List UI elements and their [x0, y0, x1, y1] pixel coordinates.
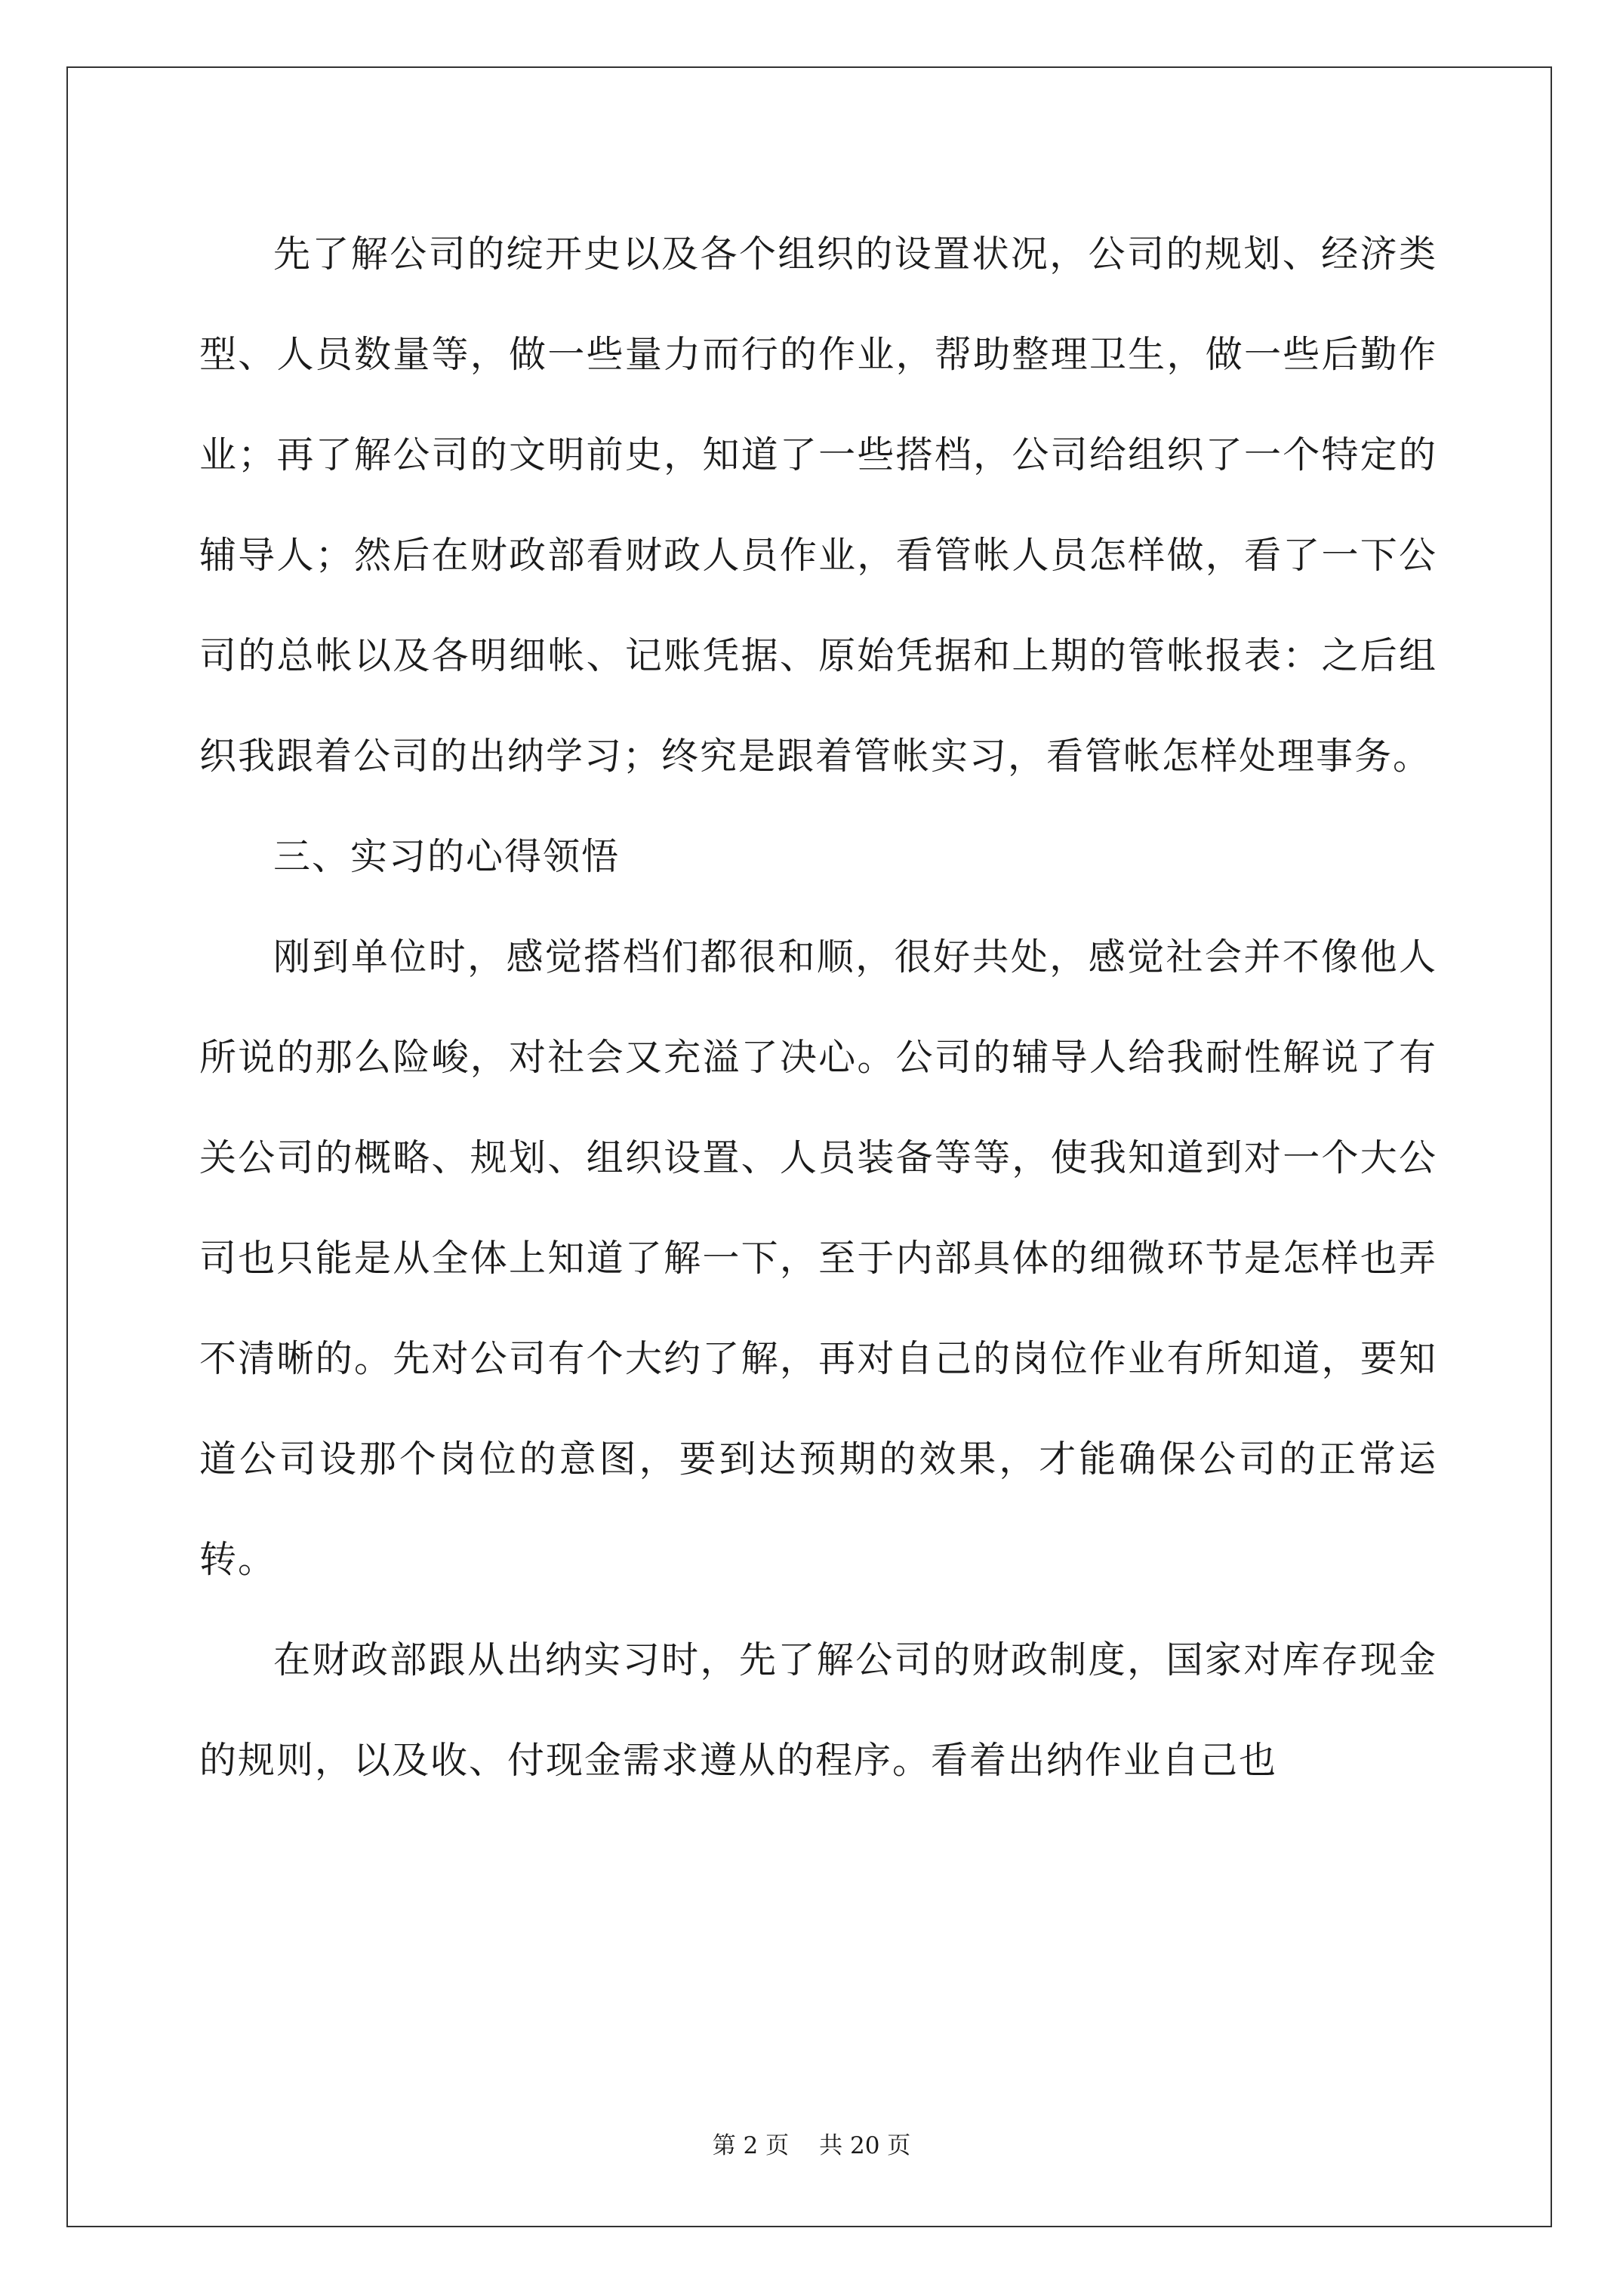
paragraph-body: 在财政部跟从出纳实习时，先了解公司的财政制度，国家对库存现金的规则，以及收、付现金需求遵从的程序。看着出纳作业自己也 [199, 1638, 1437, 1782]
paragraph-continuation: 先了解公司的绽开史以及各个组织的设置状况，公司的规划、经济类型、人员数量等，做一些量力而行的作业，帮助整理卫生，做一些后勤作业；再了解公司的文明前史，知道了一些搭档，公司给组织了一个特定的辅导人；然后在财政部看财政人员作业，看管帐人员怎样做，看了一下公司的总帐以及各明细帐、记账凭据、原始凭据和上期的管帐报表：之后组织我跟着公司的出纳学习；终究是跟着管帐实习，看管帐怎样处理事务。 [199, 233, 1437, 778]
paragraph-body: 刚到单位时，感觉搭档们都很和顺，很好共处，感觉社会并不像他人所说的那么险峻，对社会又充溢了决心。公司的辅导人给我耐性解说了有关公司的概略、规划、组织设置、人员装备等等，使我知道到对一个大公司也只能是从全体上知道了解一下，至于内部具体的细微环节是怎样也弄不清晰的。先对公司有个大约了解，再对自己的岗位作业有所知道，要知道公司设那个岗位的意图，要到达预期的效果，才能确保公司的正常运转。 [199, 935, 1437, 1581]
page-total: 共 20 页 [819, 2132, 911, 2159]
section-heading: 三、实习的心得领悟 [273, 835, 621, 878]
document-body [199, 204, 1437, 1811]
page-footer [0, 2131, 1623, 2161]
page-number: 第 2 页 [712, 2132, 790, 2159]
